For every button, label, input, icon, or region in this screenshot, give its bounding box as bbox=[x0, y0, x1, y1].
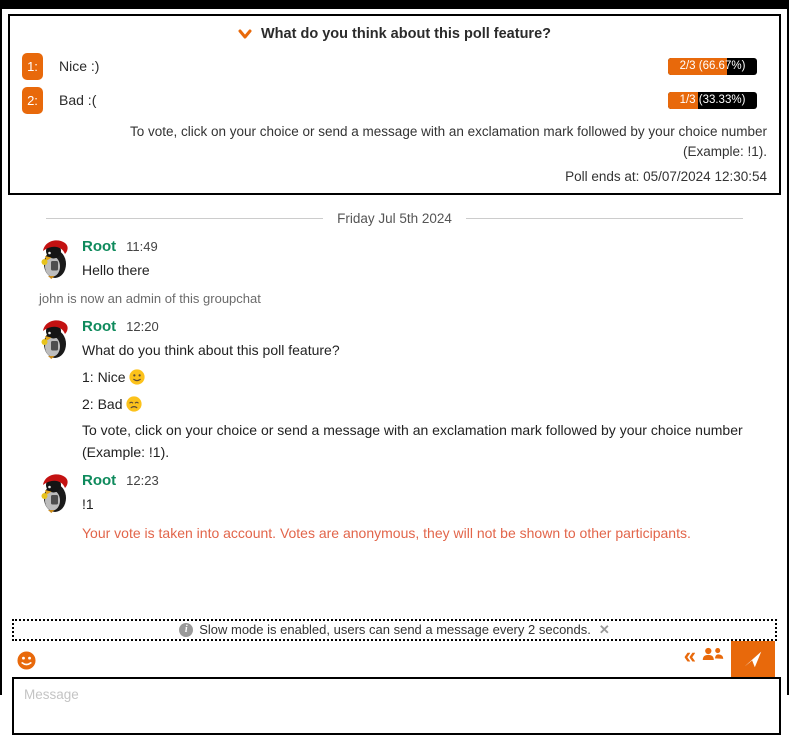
top-bar bbox=[2, 0, 787, 9]
message-text: 2: Bad bbox=[82, 394, 772, 416]
message-time: 12:23 bbox=[126, 472, 159, 488]
poll-option-1-label[interactable]: Nice :) bbox=[59, 58, 100, 74]
date-divider-label: Friday Jul 5th 2024 bbox=[337, 210, 452, 226]
slightly-smiling-face-emoji bbox=[129, 369, 145, 385]
disappointed-face-emoji bbox=[126, 396, 142, 412]
poll-option-2-number[interactable]: 2: bbox=[22, 87, 43, 114]
message-author[interactable]: Root bbox=[82, 471, 117, 489]
message-time: 11:49 bbox=[126, 238, 158, 254]
poll-option-2-result-badge bbox=[668, 92, 757, 109]
send-button[interactable] bbox=[731, 641, 775, 677]
poll-option-1-result-badge bbox=[668, 58, 757, 75]
chat-history[interactable] bbox=[2, 195, 787, 619]
root-penguin-avatar[interactable] bbox=[37, 318, 73, 359]
poll-option-2-result-text: 1/3 (33.33%) bbox=[679, 94, 746, 106]
poll-option-2-label[interactable]: Bad :( bbox=[59, 92, 97, 108]
message-text: What do you think about this poll feature? bbox=[82, 342, 340, 359]
info-icon: i bbox=[179, 623, 193, 637]
groupchat-status-message: john is now an admin of this groupchat bbox=[39, 291, 261, 307]
occupants-users-icon[interactable] bbox=[702, 646, 724, 663]
root-penguin-avatar[interactable] bbox=[37, 238, 73, 279]
collapse-double-chevron-icon[interactable]: « bbox=[683, 642, 696, 668]
poll-option-2[interactable] bbox=[22, 86, 767, 114]
divider-line-left bbox=[46, 218, 323, 219]
message-input[interactable] bbox=[12, 677, 781, 735]
date-divider bbox=[46, 211, 743, 226]
chat-message bbox=[37, 472, 775, 516]
message-text: 1: Nice bbox=[82, 367, 772, 389]
vote-acknowledgement: Your vote is taken into account. Votes are anonymous, they will not be shown to other participants. bbox=[82, 525, 691, 542]
message-text: To vote, click on your choice or send a message with an exclamation mark followed by your choice number (Example: !1). bbox=[82, 422, 743, 460]
message-author[interactable]: Root bbox=[82, 318, 117, 336]
poll-option-1-number[interactable]: 1: bbox=[22, 53, 43, 80]
poll-end-time: Poll ends at: 05/07/2024 12:30:54 bbox=[565, 168, 767, 184]
poll-option-1[interactable] bbox=[22, 52, 767, 80]
poll-instructions: To vote, click on your choice or send a message with an exclamation mark followed by your choice number (Example: !1). bbox=[129, 124, 767, 160]
message-time: 12:20 bbox=[126, 319, 159, 335]
divider-line-right bbox=[466, 218, 743, 219]
slow-mode-notice-text: Slow mode is enabled, users can send a message every 2 seconds. bbox=[199, 622, 591, 637]
slow-mode-notice bbox=[12, 619, 777, 641]
poll-collapse-toggle[interactable] bbox=[20, 26, 769, 42]
root-penguin-avatar[interactable] bbox=[37, 472, 73, 513]
chat-message bbox=[37, 318, 775, 463]
composer-toolbar bbox=[12, 641, 777, 677]
poll-panel bbox=[8, 14, 781, 195]
chevron-down-icon bbox=[238, 29, 252, 39]
message-text: Hello there bbox=[82, 261, 150, 278]
close-icon[interactable]: ✕ bbox=[598, 621, 610, 637]
message-author[interactable]: Root bbox=[82, 237, 117, 255]
chat-message bbox=[37, 238, 775, 282]
paper-plane-icon bbox=[742, 648, 764, 670]
message-text: !1 bbox=[82, 495, 94, 512]
poll-option-1-result-text: 2/3 (66.67%) bbox=[679, 60, 746, 72]
emoji-picker-icon[interactable] bbox=[17, 651, 36, 670]
poll-title: What do you think about this poll feature? bbox=[261, 26, 551, 42]
